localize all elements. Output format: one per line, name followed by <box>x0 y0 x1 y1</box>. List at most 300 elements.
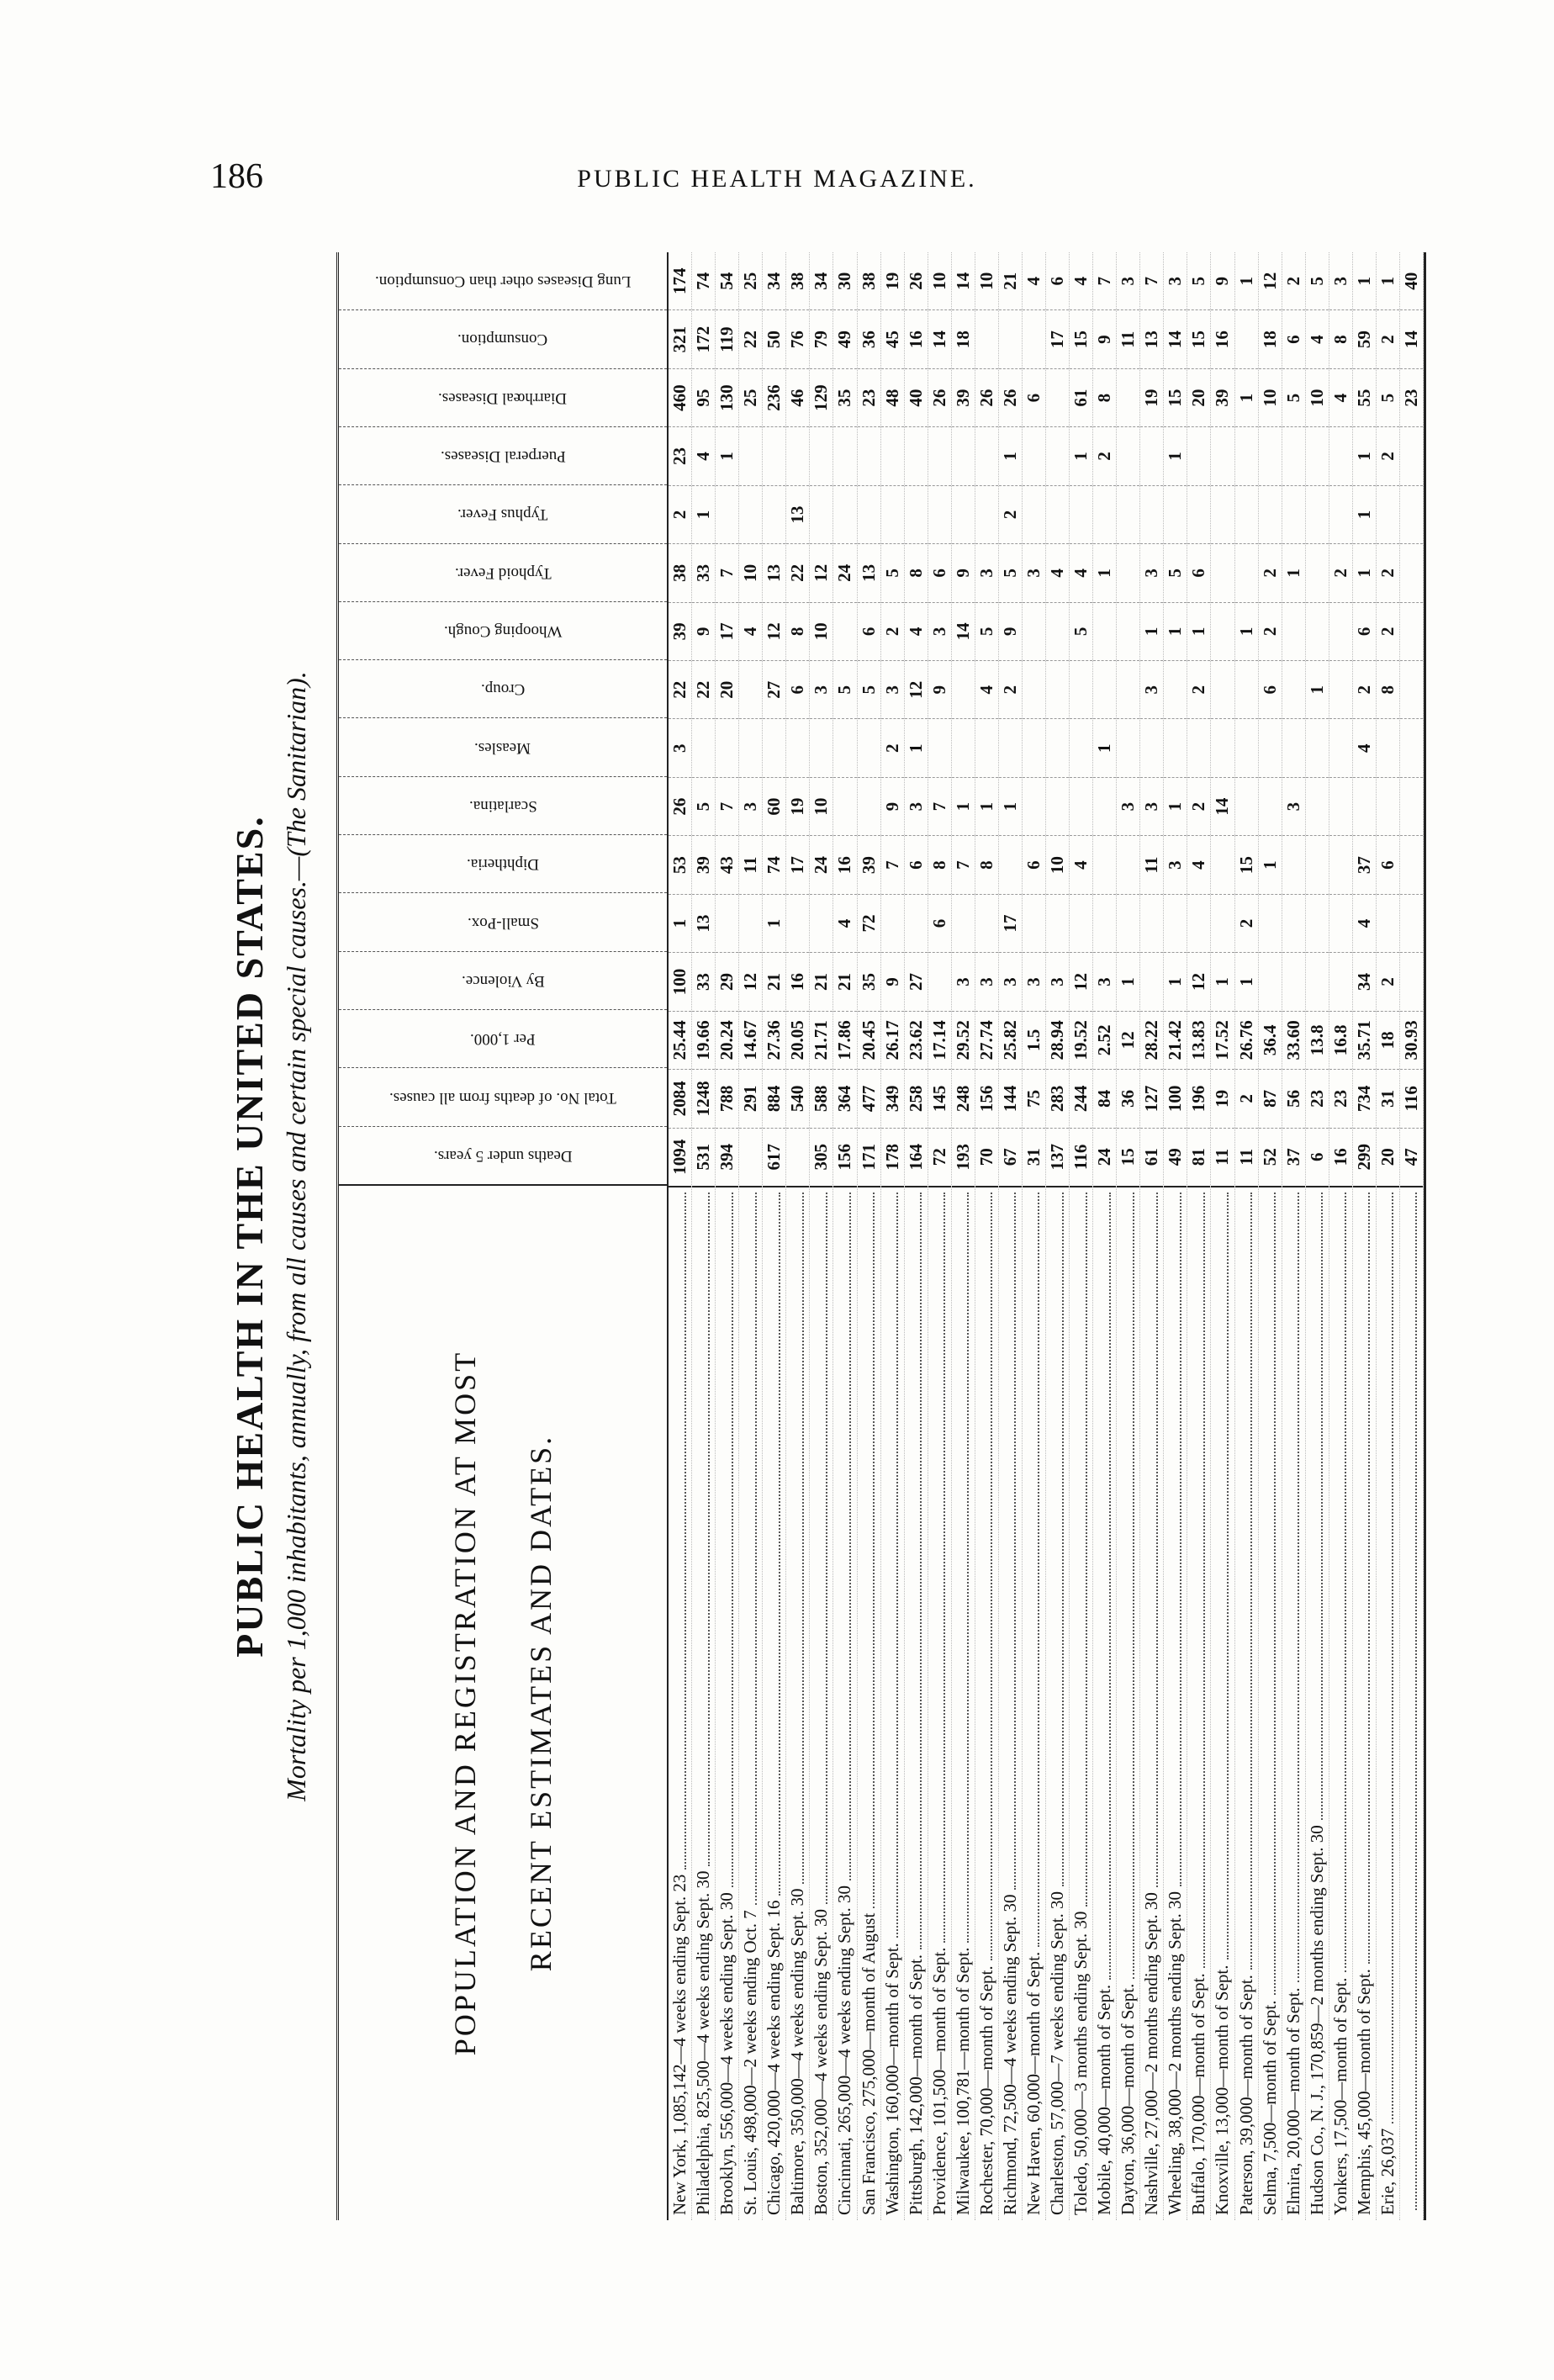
value-cell: 20 <box>1187 368 1210 426</box>
place-cell <box>999 1186 1022 2220</box>
value-cell: 26 <box>669 777 691 835</box>
value-cell: 15 <box>1117 1128 1139 1186</box>
value-cell: 196 <box>1187 1069 1210 1127</box>
value-cell: 2 <box>999 660 1022 718</box>
value-cell: 9 <box>1093 309 1116 368</box>
place-cell <box>810 1186 832 2220</box>
value-cell: 20.24 <box>716 1011 738 1069</box>
value-cell: 11 <box>1211 1128 1234 1186</box>
value-cell: 3 <box>1140 777 1163 835</box>
dot-leader <box>674 1193 686 1870</box>
value-cell: 9 <box>881 952 904 1010</box>
value-cell: 1 <box>1353 426 1376 484</box>
value-cell: 27.74 <box>975 1011 998 1069</box>
value-cell: 26 <box>905 272 926 290</box>
value-cell: 25 <box>739 368 762 426</box>
value-cell: 5 <box>1377 368 1399 426</box>
value-cell: 13 <box>692 894 715 952</box>
place-text: Milwaukee, 100,781—month of Sept. <box>952 1947 973 2215</box>
table-row <box>669 252 692 2220</box>
value-cell: 6 <box>1023 835 1045 893</box>
value-cell: 2 <box>999 485 1022 543</box>
value-cell: 84 <box>1093 1069 1116 1127</box>
value-cell: 17.14 <box>928 1011 951 1069</box>
place-text: Erie, 26,037 <box>1377 2128 1398 2215</box>
value-cell: 3 <box>1165 276 1186 286</box>
value-cell: 14 <box>928 309 951 368</box>
value-cell <box>1400 952 1423 1010</box>
value-cell: 2 <box>1353 660 1376 718</box>
value-cell: 8 <box>1329 309 1352 368</box>
place-cell <box>833 1186 856 2220</box>
value-cell: 3 <box>810 660 832 718</box>
table-row <box>1211 252 1234 2220</box>
value-cell: 9 <box>881 777 904 835</box>
value-cell <box>952 426 975 484</box>
table-row <box>1400 252 1424 2220</box>
place-cell <box>1164 1186 1187 2220</box>
column-header-label: Puerperal Diseases. <box>440 447 566 466</box>
value-cell: 29.52 <box>952 1011 975 1069</box>
value-cell: 8 <box>786 602 809 660</box>
value-cell: 19 <box>881 272 902 290</box>
value-cell: 12 <box>1070 952 1092 1010</box>
value-cell: 2 <box>1377 309 1399 368</box>
place-text: Toledo, 50,000—3 months ending Sept. 30 <box>1070 1911 1092 2215</box>
value-cell <box>1023 719 1045 777</box>
table-row <box>952 252 975 2220</box>
value-cell: 4 <box>1070 543 1092 601</box>
value-cell: 1094 <box>669 1128 691 1186</box>
table-row <box>739 252 763 2220</box>
table-row <box>1282 252 1306 2220</box>
place-text: New Haven, 60,000—month of Sept. <box>1023 1951 1044 2215</box>
value-cell <box>1093 485 1116 543</box>
value-cell: 3 <box>739 777 762 835</box>
value-cell: 12 <box>1117 1011 1139 1069</box>
value-cell: 248 <box>952 1069 975 1127</box>
value-cell: 5 <box>1164 543 1187 601</box>
value-cell <box>1117 719 1139 777</box>
value-cell: 1 <box>975 777 998 835</box>
column-header-label: Per 1,000. <box>470 1030 536 1049</box>
value-cell: 27 <box>763 660 785 718</box>
value-cell: 3 <box>928 602 951 660</box>
value-cell <box>1377 485 1399 543</box>
place-text: Mobile, 40,000—month of Sept. <box>1094 1984 1115 2215</box>
table-row <box>1023 252 1046 2220</box>
place-text: Wheeling, 38,000—2 months ending Sept. 30 <box>1165 1891 1186 2215</box>
value-cell: 31 <box>1023 1128 1045 1186</box>
value-cell: 119 <box>716 309 738 368</box>
value-cell: 2 <box>1235 1069 1258 1127</box>
value-cell <box>1400 602 1423 660</box>
value-cell <box>1046 894 1069 952</box>
dot-leader <box>745 1193 757 1905</box>
value-cell: 37 <box>1353 835 1376 893</box>
column-header <box>339 1009 667 1067</box>
value-cell: 2084 <box>669 1069 691 1127</box>
table-row <box>1329 252 1353 2220</box>
value-cell: 4 <box>905 602 928 660</box>
column-header <box>339 1067 667 1125</box>
value-cell <box>763 719 785 777</box>
value-cell <box>810 426 832 484</box>
value-cell <box>905 894 928 952</box>
value-cell: 5 <box>975 602 998 660</box>
value-cell: 1 <box>1187 602 1210 660</box>
value-cell <box>881 894 904 952</box>
value-cell <box>1117 894 1139 952</box>
table-row <box>1377 252 1400 2220</box>
value-cell <box>1329 602 1352 660</box>
value-cell: 20 <box>1377 1128 1399 1186</box>
value-cell <box>810 719 832 777</box>
value-cell: 14.67 <box>739 1011 762 1069</box>
place-text: Memphis, 45,000—month of Sept. <box>1353 1969 1374 2215</box>
value-cell: 23 <box>1329 1069 1352 1127</box>
value-cell: 3 <box>669 719 691 777</box>
value-cell: 6 <box>1187 543 1210 601</box>
value-cell: 4 <box>1187 835 1210 893</box>
value-cell: 4 <box>1023 276 1044 286</box>
value-cell: 3 <box>975 543 998 601</box>
value-cell: 52 <box>1259 1128 1282 1186</box>
value-cell: 5 <box>1188 276 1209 286</box>
value-cell: 1 <box>1282 543 1305 601</box>
value-cell: 24 <box>833 543 856 601</box>
value-cell: 40 <box>1400 272 1421 290</box>
value-cell: 14 <box>952 272 973 290</box>
value-cell: 28.22 <box>1140 1011 1163 1069</box>
value-cell: 283 <box>1046 1069 1069 1127</box>
value-cell <box>1353 777 1376 835</box>
value-cell: 50 <box>763 309 785 368</box>
value-cell: 5 <box>858 660 880 718</box>
value-cell <box>716 485 738 543</box>
value-cell: 10 <box>1259 368 1282 426</box>
value-cell: 6 <box>1047 276 1068 286</box>
value-cell <box>1046 368 1069 426</box>
value-cell: 116 <box>1070 1128 1092 1186</box>
value-cell: 6 <box>1023 368 1045 426</box>
value-cell: 11 <box>1117 309 1139 368</box>
value-cell: 1 <box>1164 777 1187 835</box>
value-cell: 61 <box>1140 1128 1163 1186</box>
value-cell: 12 <box>763 602 785 660</box>
value-cell: 27.36 <box>763 1011 785 1069</box>
place-text: Providence, 101,500—month of Sept. <box>928 1947 949 2215</box>
value-cell: 9 <box>952 543 975 601</box>
column-header-label: By Violence. <box>461 971 545 990</box>
value-cell: 4 <box>1306 309 1329 368</box>
value-cell: 25.82 <box>999 1011 1022 1069</box>
value-cell: 15 <box>1187 309 1210 368</box>
value-cell <box>1235 309 1258 368</box>
place-cell <box>1377 1186 1399 2220</box>
value-cell <box>810 894 832 952</box>
place-cell <box>905 1186 928 2220</box>
value-cell <box>1187 719 1210 777</box>
value-cell: 1 <box>905 719 928 777</box>
value-cell <box>1306 835 1329 893</box>
table-row <box>1164 252 1187 2220</box>
value-cell <box>928 426 951 484</box>
value-cell: 321 <box>669 309 691 368</box>
value-cell: 7 <box>716 543 738 601</box>
value-cell: 2 <box>1377 602 1399 660</box>
place-cell <box>1211 1186 1234 2220</box>
dot-leader <box>816 1193 827 1904</box>
value-cell: 18 <box>1259 309 1282 368</box>
value-cell: 10 <box>1306 368 1329 426</box>
column-header <box>339 484 667 542</box>
value-cell <box>1070 660 1092 718</box>
value-cell <box>1211 485 1234 543</box>
value-cell: 37 <box>1282 1128 1305 1186</box>
dot-leader <box>1240 1193 1252 1970</box>
value-cell: 38 <box>669 543 691 601</box>
value-cell: 24 <box>1093 1128 1116 1186</box>
value-cell <box>928 485 951 543</box>
value-cell: 1 <box>1377 276 1398 286</box>
value-cell <box>716 894 738 952</box>
value-cell: 2 <box>1377 426 1399 484</box>
value-cell: 40 <box>905 368 928 426</box>
value-cell: 38 <box>858 272 879 290</box>
value-cell: 1 <box>1211 952 1234 1010</box>
place-cell <box>1046 1186 1069 2220</box>
value-cell: 13.8 <box>1306 1011 1329 1069</box>
value-cell: 172 <box>692 309 715 368</box>
value-cell: 4 <box>1070 835 1092 893</box>
value-cell: 1 <box>716 426 738 484</box>
value-cell <box>999 309 1022 368</box>
place-text: Charleston, 57,000—7 weeks ending Sept. 30 <box>1047 1891 1068 2215</box>
value-cell: 127 <box>1140 1069 1163 1127</box>
value-cell: 2 <box>1282 276 1303 286</box>
value-cell: 74 <box>763 835 785 893</box>
value-cell: 12 <box>1187 952 1210 1010</box>
value-cell: 70 <box>975 1128 998 1186</box>
value-cell: 1.5 <box>1023 1011 1045 1069</box>
value-cell <box>1400 894 1423 952</box>
place-text: Knoxville, 13,000—month of Sept. <box>1212 1965 1233 2215</box>
value-cell <box>1117 485 1139 543</box>
value-cell: 1 <box>1070 426 1092 484</box>
value-cell: 14 <box>952 602 975 660</box>
value-cell: 1 <box>1093 719 1116 777</box>
value-cell: 6 <box>1306 1128 1329 1186</box>
value-cell: 1 <box>1235 952 1258 1010</box>
value-cell: 39 <box>692 835 715 893</box>
value-cell: 4 <box>1046 543 1069 601</box>
table-row <box>858 252 881 2220</box>
value-cell: 1248 <box>692 1069 715 1127</box>
value-cell <box>1306 952 1329 1010</box>
value-cell <box>1329 894 1352 952</box>
dot-leader <box>769 1193 780 1896</box>
place-cell <box>739 1186 762 2220</box>
value-cell: 1 <box>1093 543 1116 601</box>
place-text: San Francisco, 275,000—month of August <box>858 1912 879 2215</box>
place-cell <box>786 1186 809 2220</box>
place-cell <box>858 1186 880 2220</box>
value-cell: 4 <box>1329 368 1352 426</box>
value-cell: 156 <box>975 1069 998 1127</box>
value-cell: 20 <box>716 660 738 718</box>
value-cell <box>833 602 856 660</box>
value-cell: 2 <box>1259 602 1282 660</box>
value-cell <box>833 485 856 543</box>
column-header-label: Measles. <box>474 738 531 757</box>
value-cell <box>1400 660 1423 718</box>
value-cell <box>952 894 975 952</box>
value-cell <box>858 777 880 835</box>
value-cell <box>1377 719 1399 777</box>
value-cell: 11 <box>1140 835 1163 893</box>
value-cell: 67 <box>999 1128 1022 1186</box>
place-text: Pittsburgh, 142,000—month of Sept. <box>905 1954 926 2215</box>
value-cell <box>1377 777 1399 835</box>
value-cell <box>1211 719 1234 777</box>
place-text: St. Louis, 498,000—2 weeks ending Oct. 7 <box>740 1910 761 2215</box>
value-cell: 12 <box>1259 272 1280 290</box>
value-cell <box>1187 894 1210 952</box>
table-row <box>716 252 739 2220</box>
place-cell <box>1117 1186 1139 2220</box>
value-cell <box>1070 777 1092 835</box>
value-cell: 3 <box>881 660 904 718</box>
value-cell: 2 <box>1187 777 1210 835</box>
value-cell: 19.66 <box>692 1011 715 1069</box>
value-cell: 7 <box>716 777 738 835</box>
value-cell <box>1046 660 1069 718</box>
value-cell <box>1093 894 1116 952</box>
table-row <box>1093 252 1117 2220</box>
dot-leader <box>886 1193 898 1938</box>
value-cell: 49 <box>1164 1128 1187 1186</box>
value-cell: 1 <box>1164 426 1187 484</box>
dot-leader <box>1217 1193 1229 1960</box>
value-cell <box>1211 602 1234 660</box>
value-cell: 156 <box>833 1128 856 1186</box>
place-cell <box>1282 1186 1305 2220</box>
value-cell <box>1140 952 1163 1010</box>
running-head: PUBLIC HEALTH MAGAZINE. <box>577 165 977 193</box>
value-cell <box>1400 426 1423 484</box>
value-cell: 23 <box>1306 1069 1329 1127</box>
place-cell <box>763 1186 785 2220</box>
value-cell: 7 <box>1141 276 1162 286</box>
value-cell: 9 <box>928 660 951 718</box>
place-cell <box>716 1186 738 2220</box>
value-cell <box>1282 719 1305 777</box>
place-cell <box>1070 1186 1092 2220</box>
place-cell <box>1306 1186 1329 2220</box>
value-cell: 193 <box>952 1128 975 1186</box>
value-cell <box>1023 485 1045 543</box>
place-text: Hudson Co., N. J., 170,859—2 months ending Sept. 30 <box>1306 1825 1327 2215</box>
value-cell: 53 <box>669 835 691 893</box>
value-cell: 15 <box>1164 368 1187 426</box>
table-row <box>810 252 833 2220</box>
value-cell: 59 <box>1353 309 1376 368</box>
place-header-line-1: POPULATION AND REGISTRATION AT MOST <box>448 1350 482 2056</box>
value-cell: 21 <box>999 272 1020 290</box>
value-cell <box>1117 426 1139 484</box>
value-cell: 74 <box>693 272 714 290</box>
value-cell <box>881 485 904 543</box>
value-cell <box>1329 660 1352 718</box>
table-row <box>975 252 999 2220</box>
place-text: New York, 1,085,142—4 weeks ending Sept. 23 <box>669 1874 690 2215</box>
value-cell <box>786 1128 809 1186</box>
value-cell <box>1211 426 1234 484</box>
value-cell: 29 <box>716 952 738 1010</box>
value-cell: 6 <box>928 543 951 601</box>
value-cell <box>975 719 998 777</box>
column-header-label: Scarlatina. <box>468 796 537 815</box>
value-cell: 3 <box>1282 777 1305 835</box>
value-cell: 1 <box>669 894 691 952</box>
value-cell: 1 <box>1235 368 1258 426</box>
value-cell <box>739 485 762 543</box>
column-header <box>339 1126 667 1184</box>
dot-leader <box>1170 1193 1181 1886</box>
value-cell <box>1164 485 1187 543</box>
value-cell: 5 <box>999 543 1022 601</box>
place-text: Chicago, 420,000—4 weeks ending Sept. 16 <box>764 1900 785 2215</box>
value-cell <box>1117 543 1139 601</box>
value-cell <box>763 485 785 543</box>
table-row <box>1187 252 1211 2220</box>
value-cell: 10 <box>739 543 762 601</box>
value-cell: 5 <box>1070 602 1092 660</box>
column-header <box>339 659 667 717</box>
value-cell: 5 <box>1282 368 1305 426</box>
value-cell: 171 <box>858 1128 880 1186</box>
dot-leader <box>1028 1193 1039 1947</box>
value-cell: 26.76 <box>1235 1011 1258 1069</box>
dot-leader <box>1382 1193 1393 2123</box>
place-cell <box>881 1186 904 2220</box>
value-cell <box>1282 660 1305 718</box>
value-cell <box>716 719 738 777</box>
value-cell: 236 <box>763 368 785 426</box>
value-cell: 8 <box>1093 368 1116 426</box>
value-cell: 21 <box>810 952 832 1010</box>
table-title: PUBLIC HEALTH IN THE UNITED STATES. <box>228 815 271 1658</box>
column-header-label: Consumption. <box>457 331 548 349</box>
column-header <box>339 776 667 834</box>
value-cell: 10 <box>928 272 949 290</box>
value-cell <box>1282 835 1305 893</box>
value-cell: 34 <box>764 272 785 290</box>
value-cell <box>1046 602 1069 660</box>
value-cell <box>1235 485 1258 543</box>
value-cell: 23 <box>669 426 691 484</box>
value-cell: 9 <box>999 602 1022 660</box>
dot-leader <box>1146 1193 1158 1887</box>
dot-leader <box>698 1193 710 1866</box>
value-cell <box>810 485 832 543</box>
value-cell: 349 <box>881 1069 904 1127</box>
value-cell: 39 <box>858 835 880 893</box>
place-header-line-2: RECENT ESTIMATES AND DATES. <box>524 1434 558 1972</box>
value-cell: 2 <box>881 719 904 777</box>
dot-leader <box>792 1193 804 1884</box>
